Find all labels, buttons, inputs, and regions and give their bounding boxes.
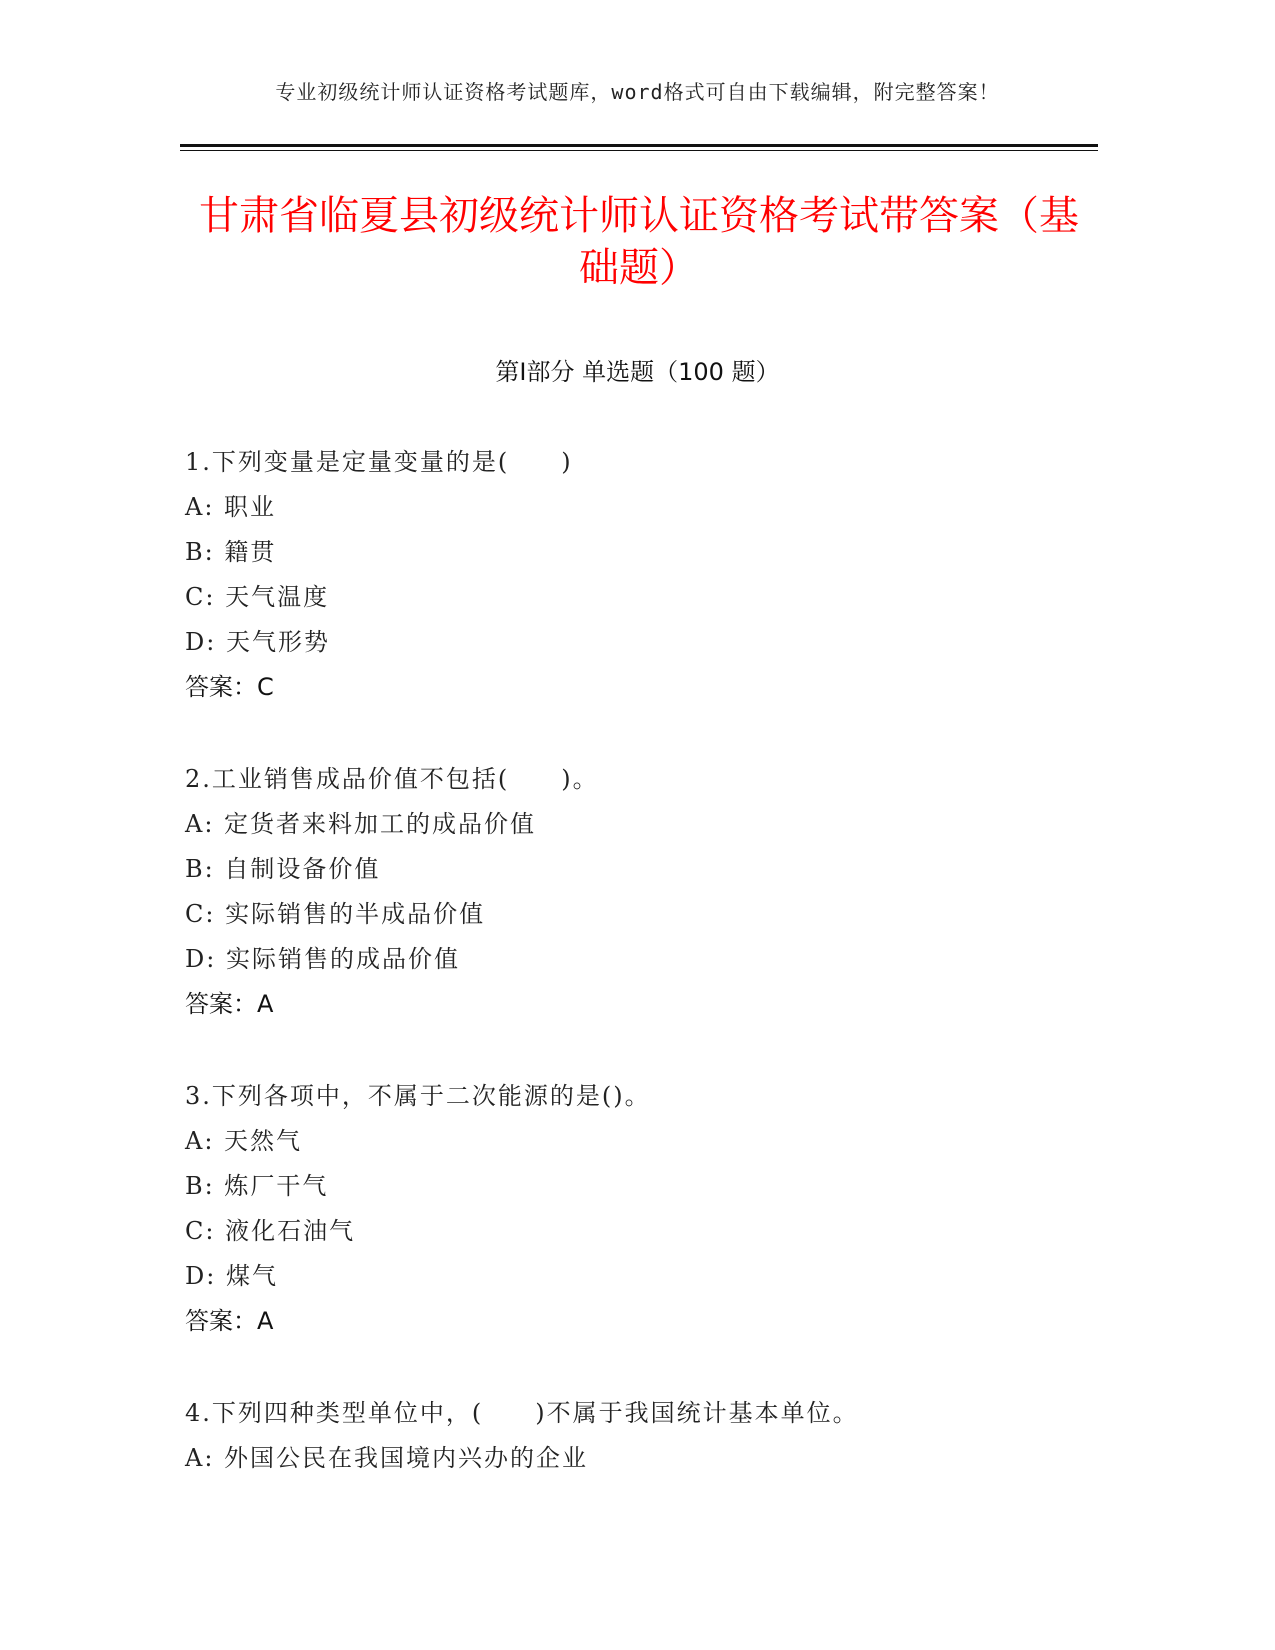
option-d: D: 实际销售的成品价值	[185, 945, 460, 973]
option-c: C: 实际销售的半成品价值	[185, 900, 486, 928]
document-title: 甘肃省临夏县初级统计师认证资格考试带答案（基础题）	[199, 193, 1079, 291]
question-stem: 1.下列变量是定量变量的是( )	[185, 448, 573, 476]
option-c: C: 天气温度	[185, 583, 330, 611]
option-c: C: 液化石油气	[185, 1217, 356, 1245]
question-2	[185, 757, 1085, 1027]
option-a: A: 天然气	[185, 1127, 303, 1155]
answer-line: 答案：C	[185, 673, 274, 701]
option-b: B: 籍贯	[185, 538, 277, 566]
option-d: D: 天气形势	[185, 628, 330, 656]
header-rule-thick	[180, 144, 1098, 147]
question-stem: 4.下列四种类型单位中，( )不属于我国统计基本单位。	[185, 1399, 859, 1427]
option-d: D: 煤气	[185, 1262, 278, 1290]
option-a: A: 定货者来料加工的成品价值	[185, 810, 537, 838]
question-4	[185, 1391, 1085, 1481]
section-title: 第Ⅰ部分 单选题（100 题）	[495, 358, 780, 386]
option-b: B: 自制设备价值	[185, 855, 381, 883]
question-1	[185, 440, 1085, 710]
option-a: A: 职业	[185, 493, 277, 521]
question-list	[185, 440, 1085, 1481]
question-stem: 2.工业销售成品价值不包括( )。	[185, 765, 599, 793]
question-stem: 3.下列各项中，不属于二次能源的是()。	[185, 1082, 651, 1110]
option-a: A: 外国公民在我国境内兴办的企业	[185, 1444, 589, 1472]
option-b: B: 炼厂干气	[185, 1172, 329, 1200]
answer-line: 答案：A	[185, 990, 274, 1018]
answer-line: 答案：A	[185, 1307, 274, 1335]
header-rule-thin	[180, 150, 1098, 151]
question-3	[185, 1074, 1085, 1344]
page-header: 专业初级统计师认证资格考试题库，word格式可自由下载编辑，附完整答案！	[275, 80, 1000, 104]
